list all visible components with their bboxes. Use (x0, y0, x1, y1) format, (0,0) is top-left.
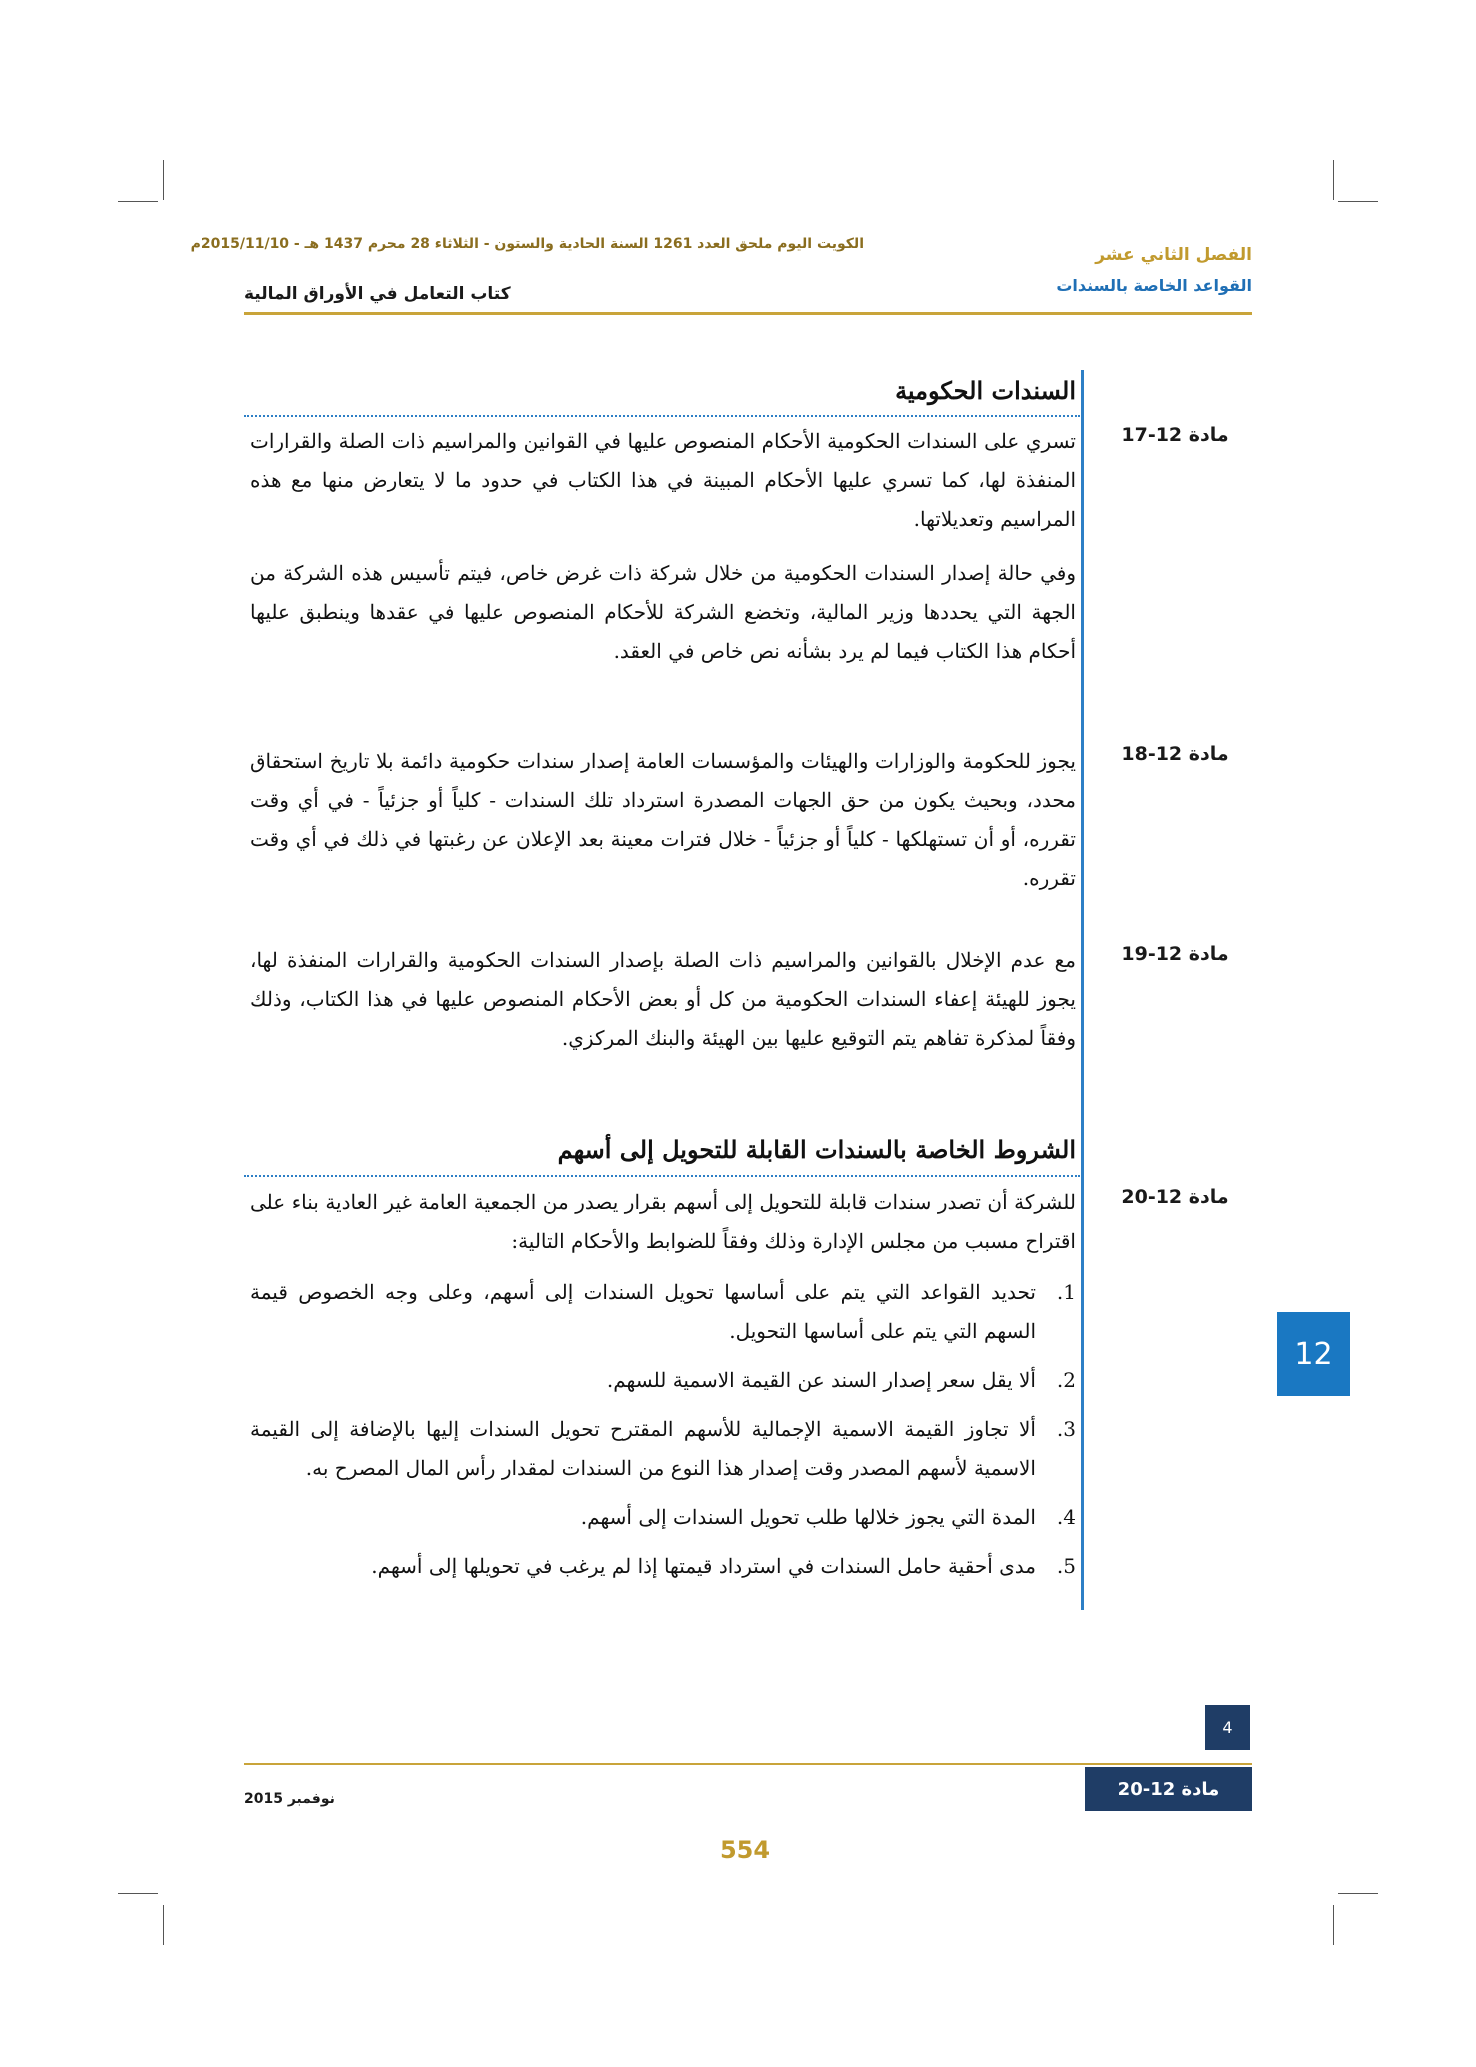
conditions-list (250, 1273, 1076, 1586)
paragraph: وفي حالة إصدار السندات الحكومية من خلال شركة ذات غرض خاص، فيتم تأسيس هذه الشركة من الجهة التي يحددها وزير المالية، وتخضع الشركة للأحكام المنصوص عليها في عقدها وينطبق عليها أحكام هذا الكتاب فيما لم يرد بشأنه نص خاص في العقد. (250, 561, 1076, 663)
crop-mark (163, 1905, 164, 1945)
section-title: السندات الحكومية (895, 376, 1076, 405)
chapter-subtitle: القواعد الخاصة بالسندات (1056, 276, 1252, 295)
paragraph: تسري على السندات الحكومية الأحكام المنصوص عليها في القوانين والمراسيم ذات الصلة والقرارات المنفذة لها، كما تسري عليها الأحكام المبينة في هذا الكتاب في حدود ما لا يتعارض منها مع هذه المراسيم وتعديلاتها. (250, 429, 1076, 531)
book-page-number: 554 (719, 1836, 771, 1864)
article-label: مادة 12-18 (1121, 743, 1229, 765)
article-body (250, 941, 1076, 1058)
section-title: الشروط الخاصة بالسندات القابلة للتحويل إلى أسهم (557, 1135, 1076, 1164)
crop-mark (118, 201, 158, 202)
section-divider (244, 1175, 1080, 1177)
paragraph: للشركة أن تصدر سندات قابلة للتحويل إلى أسهم بقرار يصدر من الجمعية العامة غير العادية بناء على اقتراح مسبب من مجلس الإدارة وذلك وفقاً للضوابط والأحكام التالية: (250, 1190, 1076, 1253)
crop-mark (163, 160, 164, 200)
article-body (250, 1183, 1076, 1596)
gazette-line: الكويت اليوم ملحق العدد 1261 السنة الحادية والستون - الثلاثاء 28 محرم 1437 هـ - 2015/11/10م (190, 236, 864, 252)
crop-mark (1338, 1893, 1378, 1894)
chapter-tab: 12 (1277, 1312, 1350, 1396)
article-label: مادة 12-20 (1121, 1186, 1229, 1208)
book-title: كتاب التعامل في الأوراق المالية (244, 284, 511, 304)
article-label: مادة 12-19 (1121, 943, 1229, 965)
list-item: 2. ألا يقل سعر إصدار السند عن القيمة الاسمية للسهم. (606, 1368, 1076, 1392)
list-item: 1. تحديد القواعد التي يتم على أساسها تحويل السندات إلى أسهم، وعلى وجه الخصوص قيمة السهم التي يتم على أساسها التحويل. (250, 1280, 1076, 1343)
paragraph: يجوز للحكومة والوزارات والهيئات والمؤسسات العامة إصدار سندات حكومية دائمة بلا تاريخ استحقاق محدد، وبحيث يكون من حق الجهات المصدرة استرداد تلك السندات - كلياً أو جزئياً - في أي وقت تقرره، أو أن تستهلكها - كلياً أو جزئياً - خلال فترات معينة بعد الإعلان عن رغبتها في ذلك في أي وقت تقرره. (250, 749, 1076, 890)
paragraph: مع عدم الإخلال بالقوانين والمراسيم ذات الصلة بإصدار السندات الحكومية والقرارات المنفذة لها، يجوز للهيئة إعفاء السندات الحكومية من كل أو بعض الأحكام المنصوص عليها في هذا الكتاب، وذلك وفقاً لمذكرة تفاهم يتم التوقيع عليها بين الهيئة والبنك المركزي. (250, 948, 1076, 1050)
crop-mark (1333, 1905, 1334, 1945)
section-divider (244, 415, 1080, 417)
article-body (250, 742, 1076, 898)
footer-date: نوفمبر 2015 (244, 1791, 335, 1807)
list-item: 3. ألا تجاوز القيمة الاسمية الإجمالية للأسهم المقترح تحويل السندات إليها بالإضافة إلى القيمة الاسمية لأسهم المصدر وقت إصدار هذا النوع من السندات لمقدار رأس المال المصرح به. (250, 1417, 1076, 1480)
article-body (250, 422, 1076, 671)
crop-mark (1333, 160, 1334, 200)
page-number-box: 4 (1205, 1705, 1250, 1750)
footer-rule (244, 1763, 1252, 1765)
article-label: مادة 12-17 (1121, 424, 1229, 446)
crop-mark (1338, 201, 1378, 202)
margin-rule (1081, 370, 1084, 1610)
chapter-title: الفصل الثاني عشر (1095, 245, 1252, 265)
crop-mark (118, 1893, 158, 1894)
footer-article-range: مادة 12-20 (1085, 1767, 1252, 1811)
header-rule (244, 312, 1252, 315)
list-item: 5. مدى أحقية حامل السندات في استرداد قيمتها إذا لم يرغب في تحويلها إلى أسهم. (371, 1554, 1076, 1578)
list-item: 4. المدة التي يجوز خلالها طلب تحويل السندات إلى أسهم. (580, 1505, 1076, 1529)
